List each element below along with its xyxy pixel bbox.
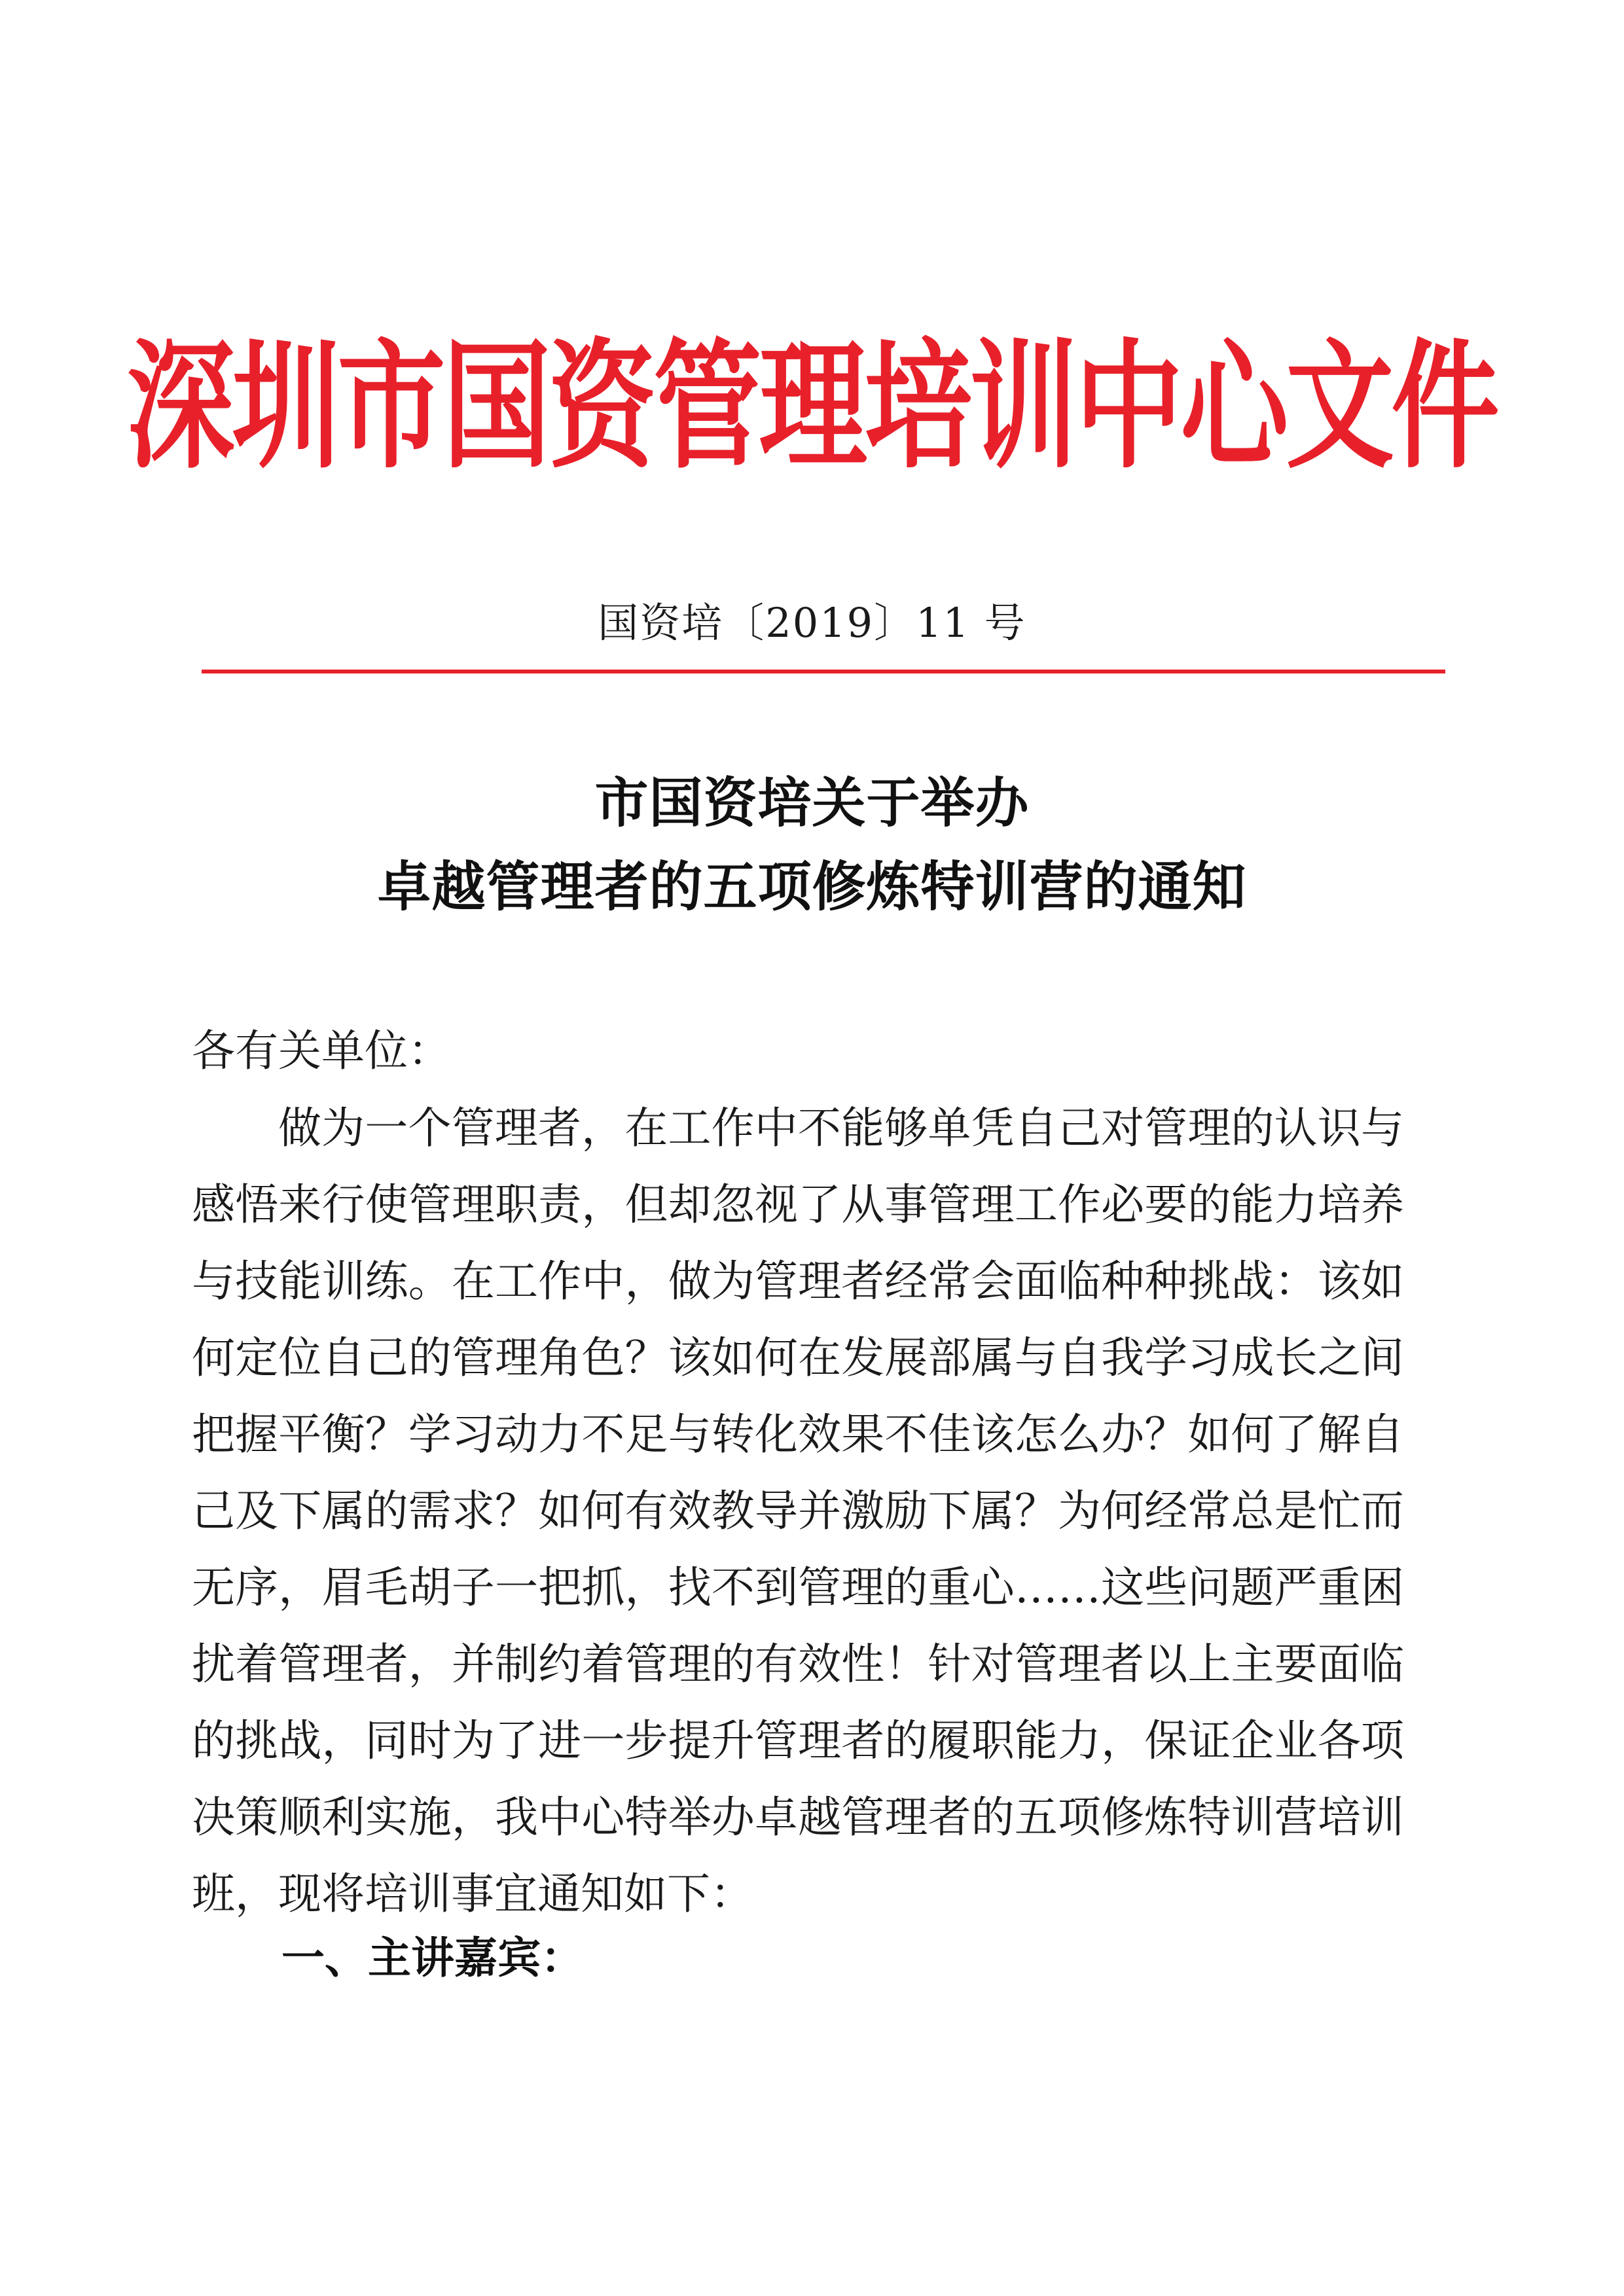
paragraph-line: 的挑战，同时为了进一步提升管理者的履职能力，保证企业各项 — [192, 1715, 1404, 1766]
paragraph-line: 扰着管理者，并制约着管理的有效性！针对管理者以上主要面临 — [192, 1639, 1404, 1689]
paragraph-line: 与技能训练。在工作中，做为管理者经常会面临种种挑战：该如 — [192, 1256, 1404, 1306]
masthead-title: 深圳市国资管理培训中心文件 — [126, 324, 1497, 487]
notice-title-line-2: 卓越管理者的五项修炼特训营的通知 — [377, 856, 1247, 918]
red-divider-line — [202, 670, 1445, 673]
section-heading: 一、主讲嘉宾： — [281, 1933, 584, 1983]
paragraph-line: 决策顺利实施，我中心特举办卓越管理者的五项修炼特训营培训 — [192, 1792, 1404, 1842]
salutation: 各有关单位： — [192, 1026, 451, 1076]
notice-title-line-1: 市国资培关于举办 — [594, 772, 1030, 834]
paragraph-line: 何定位自己的管理角色？该如何在发展部属与自我学习成长之间 — [192, 1333, 1404, 1383]
paragraph-line: 感悟来行使管理职责，但却忽视了从事管理工作必要的能力培养 — [192, 1179, 1404, 1230]
paragraph-line: 无序，眉毛胡子一把抓，找不到管理的重心……这些问题严重困 — [192, 1562, 1404, 1613]
paragraph-line: 己及下属的需求？如何有效教导并激励下属？为何经常总是忙而 — [192, 1486, 1404, 1536]
paragraph-line: 把握平衡？学习动力不足与转化效果不佳该怎么办？如何了解自 — [192, 1409, 1404, 1460]
paragraph-line: 班，现将培训事宜通知如下： — [192, 1869, 753, 1919]
document-number: 国资培〔2019〕11 号 — [598, 599, 1026, 647]
paragraph-line: 做为一个管理者，在工作中不能够单凭自己对管理的认识与 — [278, 1103, 1404, 1153]
